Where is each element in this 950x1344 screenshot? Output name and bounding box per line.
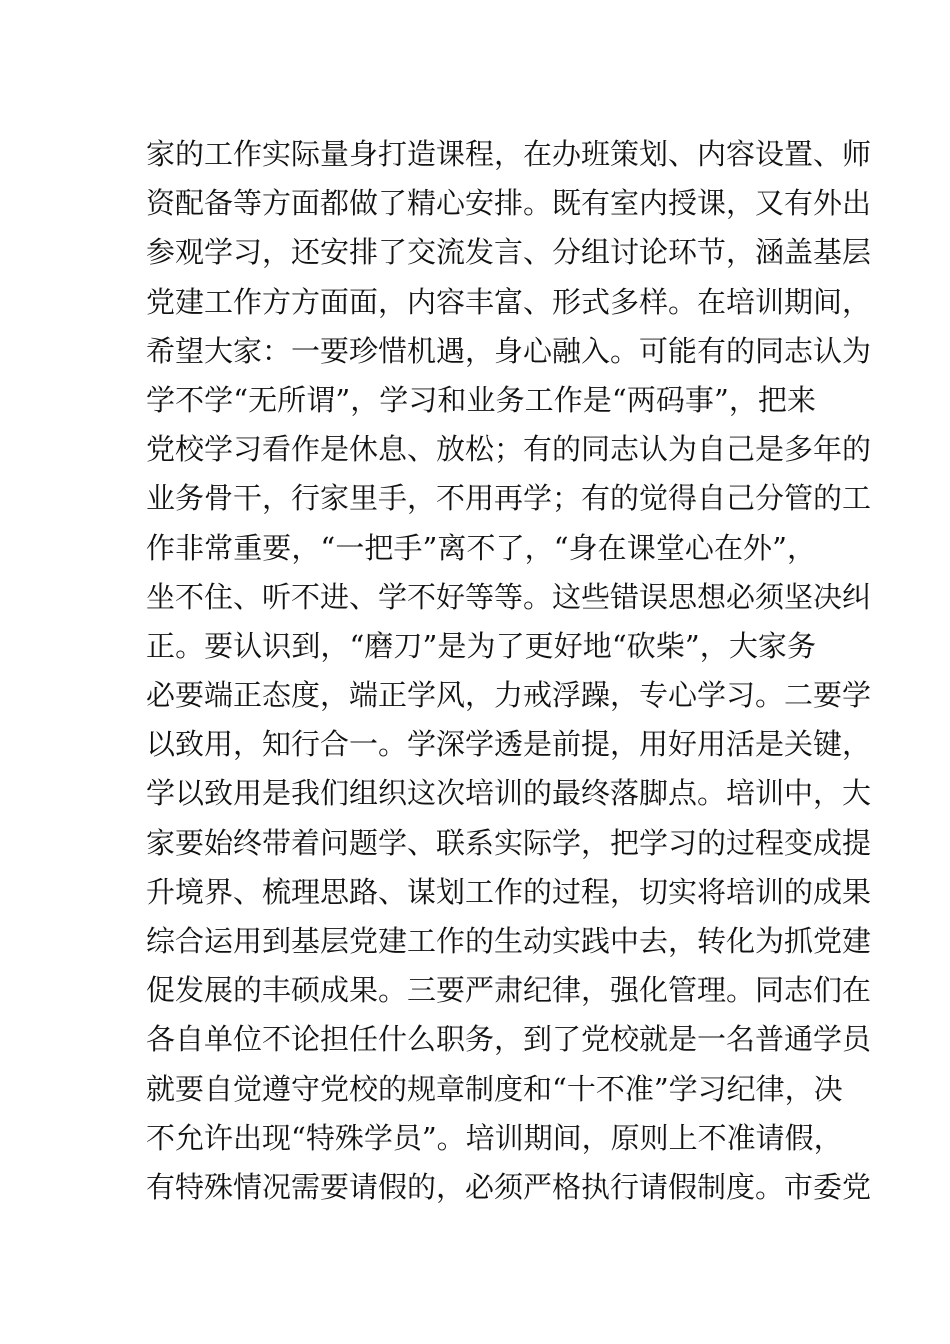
text-line: 学不学“无所谓”，学习和业务工作是“两码事”，把来	[146, 382, 816, 417]
text-line: 希望大家：一要珍惜机遇，身心融入。可能有的同志认为	[146, 333, 872, 368]
text-line: 学以致用是我们组织这次培训的最终落脚点。培训中，大	[146, 776, 872, 811]
text-line: 家要始终带着问题学、联系实际学，把学习的过程变成提	[146, 825, 872, 860]
text-line: 党校学习看作是休息、放松；有的同志认为自己是多年的	[146, 432, 872, 467]
text-line: 以致用，知行合一。学深学透是前提，用好用活是关键，	[146, 727, 872, 762]
text-line: 业务骨干，行家里手，不用再学；有的觉得自己分管的工	[146, 481, 872, 516]
text-line: 家的工作实际量身打造课程，在办班策划、内容设置、师	[146, 137, 872, 171]
text-line: 有特殊情况需要请假的，必须严格执行请假制度。市委党	[146, 1169, 872, 1204]
text-line: 必要端正态度，端正学风，力戒浮躁，专心学习。二要学	[146, 678, 872, 713]
text-line: 正。要认识到，“磨刀”是为了更好地“砍柴”，大家务	[146, 628, 816, 663]
text-line: 参观学习，还安排了交流发言、分组讨论环节，涵盖基层	[146, 235, 872, 270]
body-text	[146, 130, 872, 1212]
text-line: 不允许出现“特殊学员”。培训期间，原则上不准请假，	[146, 1120, 843, 1155]
text-line: 促发展的丰硕成果。三要严肃纪律，强化管理。同志们在	[146, 973, 872, 1008]
text-line: 综合运用到基层党建工作的生动实践中去，转化为抓党建	[146, 924, 872, 958]
text-line: 资配备等方面都做了精心安排。既有室内授课，又有外出	[146, 186, 872, 221]
text-line: 各自单位不论担任什么职务，到了党校就是一名普通学员	[146, 1022, 872, 1057]
text-line: 作非常重要，“一把手”离不了，“身在课堂心在外”，	[146, 530, 816, 565]
text-line: 党建工作方方面面，内容丰富、形式多样。在培训期间，	[146, 284, 872, 319]
text-line: 就要自觉遵守党校的规章制度和“十不准”学习纪律，决	[146, 1071, 843, 1106]
text-line: 坐不住、听不进、学不好等等。这些错误思想必须坚决纠	[146, 579, 872, 614]
text-line: 升境界、梳理思路、谋划工作的过程，切实将培训的成果	[146, 874, 872, 909]
